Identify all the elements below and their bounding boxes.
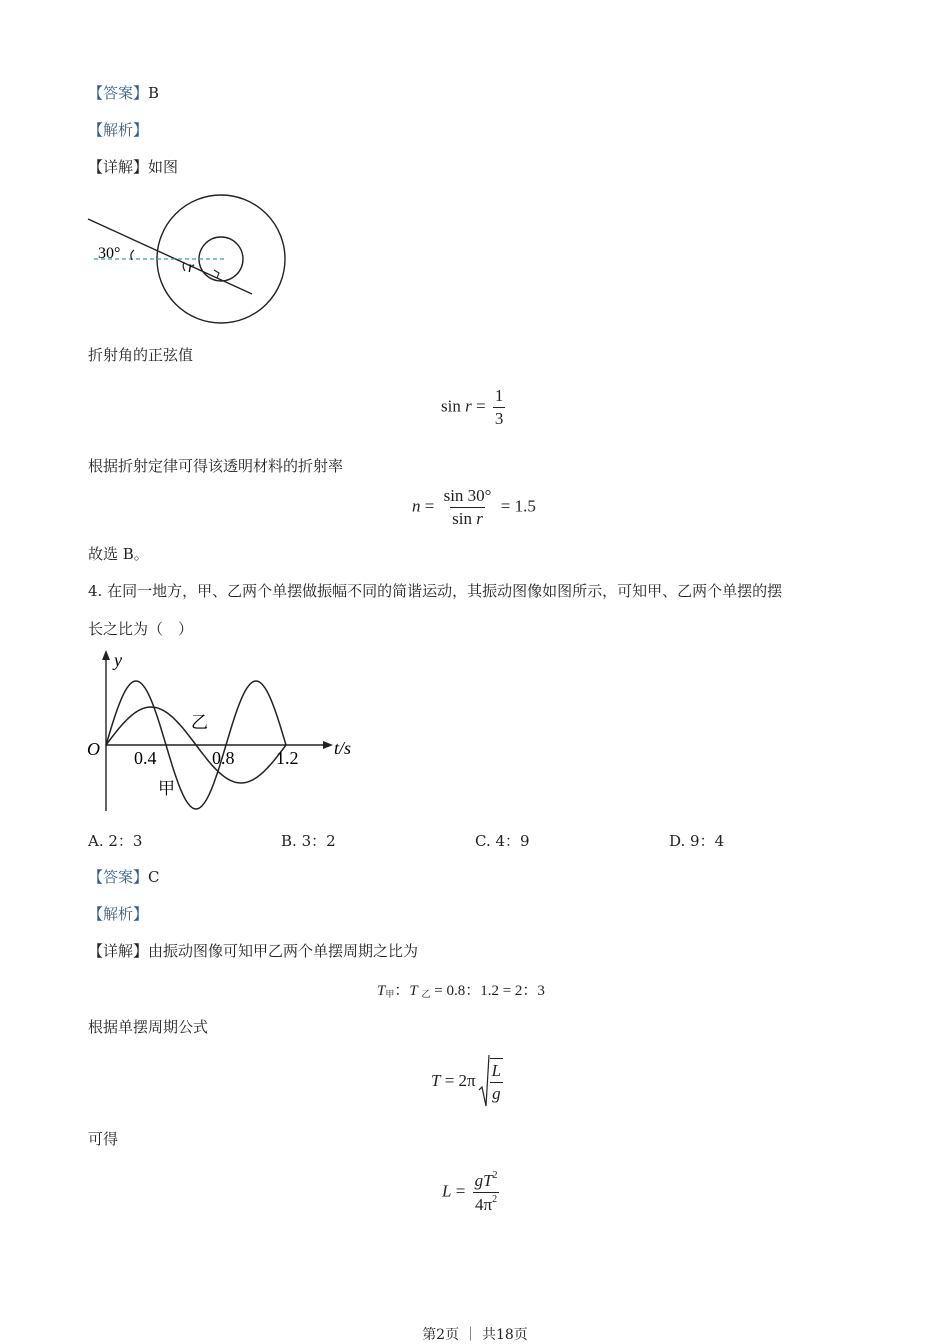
length-den-coef: 4π bbox=[475, 1195, 493, 1214]
equation-pendulum-period bbox=[431, 1054, 506, 1108]
option-b[interactable] bbox=[281, 830, 336, 851]
equation-period-ratio: $T_甲$：T $_乙$ = 0.8：1.2 = 2：3 bbox=[377, 983, 545, 999]
question-4-stem-line2: 长之比为（ ） bbox=[88, 620, 194, 638]
period-lhs: T bbox=[431, 1071, 441, 1090]
length-den bbox=[473, 1192, 499, 1215]
length-num-T: T bbox=[483, 1171, 493, 1190]
option-c[interactable] bbox=[475, 830, 530, 851]
length-fraction bbox=[473, 1170, 500, 1215]
oscillation-graph bbox=[84, 648, 364, 813]
ratio-T2: T bbox=[409, 983, 418, 999]
equation-index: n = $\frac{\sin 30^\circ}{\text{sin r}}$ = 1.5 bbox=[412, 486, 536, 528]
option-d[interactable] bbox=[669, 830, 724, 851]
tick-0-8: 0.8 bbox=[212, 748, 235, 768]
detail-tag-q4: 【详解】 bbox=[88, 942, 149, 960]
tick-0-4: 0.4 bbox=[134, 748, 157, 768]
ratio-rest: = 0.8：1.2 = 2：3 bbox=[434, 983, 545, 999]
length-num bbox=[473, 1170, 500, 1192]
period-fraction bbox=[490, 1058, 503, 1104]
ratio-sub-jia: 甲 bbox=[385, 989, 395, 999]
answer-value-q4: C bbox=[148, 868, 160, 886]
sqrt-sign bbox=[478, 1054, 490, 1108]
option-a-letter: A. bbox=[88, 832, 109, 850]
conclusion-q3: 故选 B。 bbox=[88, 545, 149, 563]
period-coef: = 2π bbox=[444, 1071, 476, 1090]
eq1-var: r bbox=[465, 396, 472, 416]
text-refraction-law: 根据折射定律可得该透明材料的折射率 bbox=[88, 457, 344, 475]
y-axis-arrow bbox=[102, 650, 110, 660]
angle-label-30: 30° bbox=[98, 245, 121, 262]
detail-tag: 【详解】 bbox=[88, 158, 149, 176]
t-axis-arrow bbox=[323, 741, 333, 749]
answer-line-q3 bbox=[88, 82, 159, 103]
detail-text-q4: 由振动图像可知甲乙两个单摆周期之比为 bbox=[148, 942, 419, 960]
eq1-sin: sin bbox=[441, 396, 461, 416]
page-footer: 第2页 ｜ 共18页 bbox=[422, 1327, 528, 1343]
text-can-get: 可得 bbox=[88, 1130, 119, 1148]
eq2-n: n bbox=[412, 496, 421, 516]
option-b-text: 3：2 bbox=[301, 832, 336, 850]
option-c-letter: C. bbox=[475, 832, 496, 850]
analysis-tag-q4: 【解析】 bbox=[88, 905, 149, 923]
answer-tag: 【答案】 bbox=[88, 84, 149, 102]
length-num-g: g bbox=[474, 1171, 484, 1190]
eq2-result: 1.5 bbox=[514, 496, 536, 516]
eq2-den-var: r bbox=[476, 509, 483, 528]
length-den-exp: 2 bbox=[492, 1194, 498, 1205]
question-4-stem-line1: 4. 在同一地方，甲、乙两个单摆做振幅不同的简谐运动，其振动图像如图所示，可知甲、乙两个单摆的摆 bbox=[88, 582, 783, 600]
period-num: L bbox=[491, 1061, 502, 1080]
eq1-den: 3 bbox=[494, 409, 504, 428]
option-c-text: 4：9 bbox=[495, 832, 530, 850]
equation-sin-r: sin r = $\frac{1}{3}$ bbox=[441, 386, 504, 428]
eq2-den-fn: sin bbox=[452, 509, 473, 528]
answer-tag-q4: 【答案】 bbox=[88, 868, 149, 886]
option-d-letter: D. bbox=[669, 832, 691, 850]
text-period-formula: 根据单摆周期公式 bbox=[88, 1018, 209, 1036]
refraction-figure bbox=[86, 192, 296, 332]
option-b-letter: B. bbox=[281, 832, 302, 850]
period-den: g bbox=[492, 1084, 501, 1103]
length-num-exp: 2 bbox=[492, 1170, 498, 1181]
y-axis-label: y bbox=[114, 650, 122, 670]
analysis-tag: 【解析】 bbox=[88, 121, 149, 139]
detail-text: 如图 bbox=[148, 158, 179, 176]
option-a-text: 2：3 bbox=[108, 832, 143, 850]
tick-1-2: 1.2 bbox=[276, 748, 299, 768]
answer-value: B bbox=[148, 84, 160, 102]
length-lhs: L bbox=[442, 1181, 452, 1201]
eq2-fraction bbox=[442, 486, 494, 529]
option-a[interactable] bbox=[88, 830, 142, 851]
ratio-sub-yi: 乙 bbox=[421, 989, 431, 999]
text-sine-refraction: 折射角的正弦值 bbox=[88, 346, 194, 364]
label-jia: 甲 bbox=[158, 779, 175, 798]
detail-line-q4 bbox=[88, 940, 418, 961]
eq2-num: sin 30° bbox=[443, 486, 492, 505]
eq1-fraction bbox=[493, 386, 506, 429]
eq2-den bbox=[450, 507, 485, 529]
eq1-num: 1 bbox=[494, 386, 504, 405]
equation-length: L = $\frac{gT^2}{4\pi^2}$ bbox=[442, 1170, 498, 1214]
t-axis-label: t/s bbox=[334, 738, 352, 758]
origin-label: O bbox=[87, 739, 100, 759]
ratio-T1: T bbox=[377, 983, 386, 999]
label-yi: 乙 bbox=[191, 713, 208, 732]
detail-line-q3 bbox=[88, 156, 178, 177]
option-d-text: 9：4 bbox=[690, 832, 725, 850]
angle-label-r: r bbox=[188, 259, 195, 276]
answer-line-q4 bbox=[88, 866, 160, 887]
